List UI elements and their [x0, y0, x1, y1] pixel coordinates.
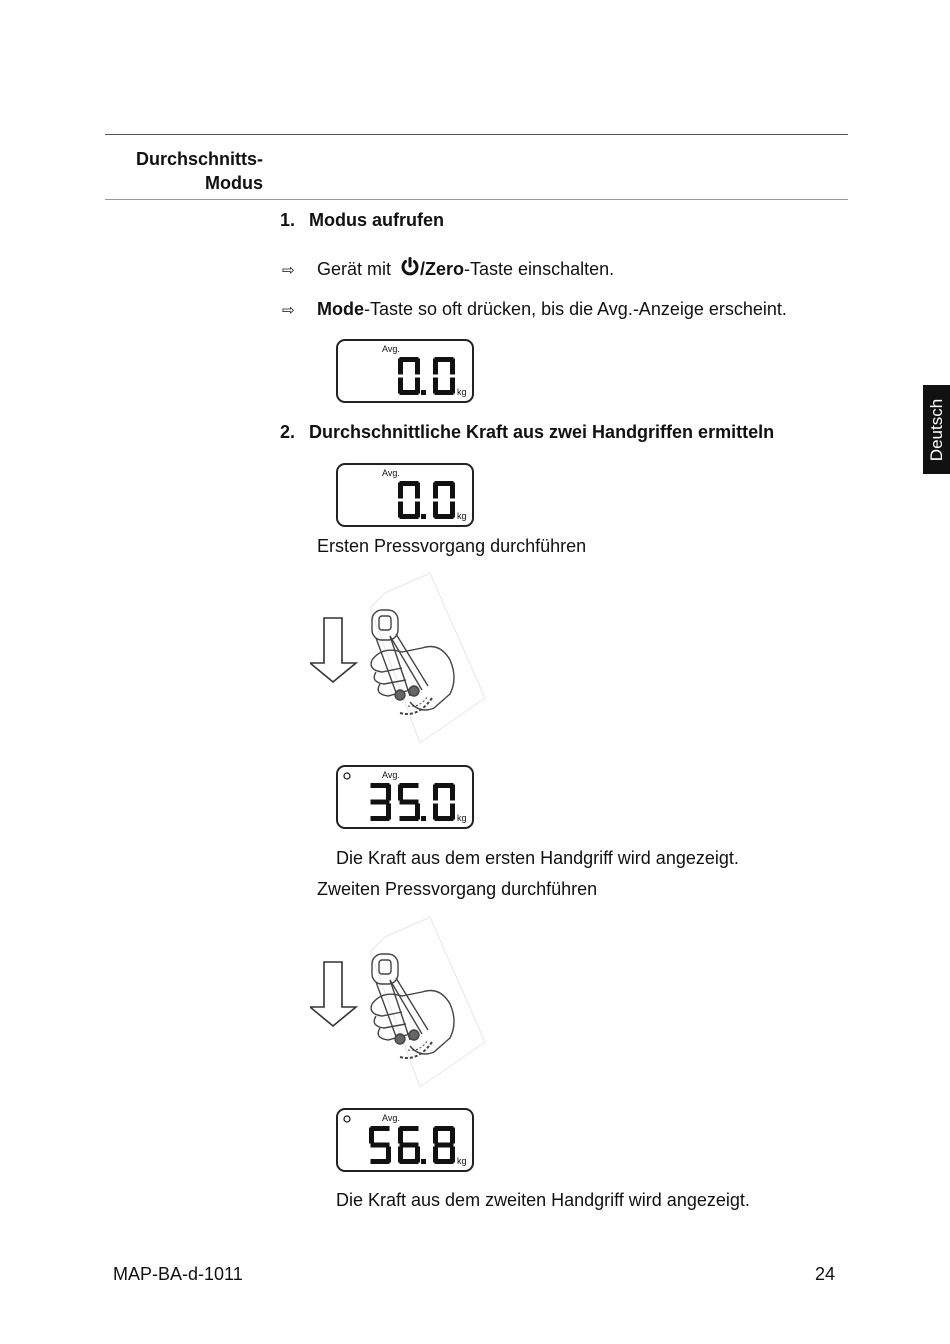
- lcd-decimal-point: [421, 390, 426, 395]
- lcd-segment: [371, 1159, 390, 1164]
- mode-key-label: Mode: [317, 299, 364, 319]
- lcd-segment: [398, 1128, 403, 1144]
- lcd-avg-label: Avg.: [382, 344, 400, 354]
- bullet-text-pre: Gerät mit: [317, 259, 397, 279]
- lcd-display: [336, 1108, 474, 1172]
- step-2-number: 2.: [280, 422, 296, 442]
- lcd-decimal-point: [421, 816, 426, 821]
- lcd-segment: [433, 483, 438, 499]
- top-rule: [105, 134, 848, 135]
- lcd-segment: [435, 1143, 454, 1148]
- first-press-instruction: Ersten Pressvorgang durchführen: [317, 536, 587, 556]
- lcd-segment: [450, 359, 455, 375]
- lcd-display: [336, 463, 474, 527]
- second-result-text: Die Kraft aus dem zweiten Handgriff wird angezeigt.: [336, 1190, 750, 1210]
- bullet-text-post: -Taste einschalten.: [464, 259, 615, 279]
- section-title: [105, 147, 263, 195]
- language-tab: [923, 385, 950, 474]
- lcd-avg-label: Avg.: [382, 1113, 400, 1123]
- lcd-segment: [398, 502, 403, 518]
- lcd-indicator-icon: [344, 1116, 350, 1122]
- lcd-svg: [338, 341, 472, 401]
- hand-grip-drawing: [310, 568, 490, 748]
- lcd-segment: [433, 359, 438, 375]
- power-icon: [400, 257, 420, 282]
- lcd-unit-label: kg: [457, 511, 467, 521]
- lcd-display: [336, 339, 474, 403]
- lcd-segment: [398, 359, 403, 375]
- lcd-decimal-point: [421, 514, 426, 519]
- arrow-right-icon: ⇨: [282, 262, 295, 279]
- lcd-segment: [371, 816, 390, 821]
- bullet-text-post: -Taste so oft drücken, bis die Avg.-Anzeige erscheint.: [364, 299, 787, 319]
- hand-grip-drawing: [310, 912, 490, 1092]
- arrow-down-icon: [310, 618, 356, 682]
- lcd-svg: [338, 767, 472, 827]
- lcd-segment: [433, 1128, 438, 1144]
- hand-grip-illustration: [310, 912, 490, 1097]
- step-1-title: Modus aufrufen: [309, 210, 444, 230]
- lcd-segment: [369, 1128, 374, 1144]
- bullet-mode-key: [282, 299, 787, 320]
- step-1-number: 1.: [280, 210, 296, 230]
- lcd-segment: [415, 359, 420, 375]
- lcd-segment: [398, 378, 403, 394]
- lcd-segment: [398, 785, 403, 801]
- step-2-title: Durchschnittliche Kraft aus zwei Handgriffen ermitteln: [309, 422, 775, 442]
- lcd-unit-label: kg: [457, 387, 467, 397]
- footer-doc-id: MAP-BA-d-1011: [113, 1264, 243, 1284]
- lcd-segment: [433, 804, 438, 820]
- arrow-right-icon: ⇨: [282, 302, 295, 319]
- lcd-unit-label: kg: [457, 1156, 467, 1166]
- lcd-segment: [400, 816, 419, 821]
- lcd-segment: [433, 1147, 438, 1163]
- hand-grip-illustration: [310, 568, 490, 753]
- step-2-heading: [280, 422, 774, 443]
- lcd-svg: [338, 1110, 472, 1170]
- language-tab-label: Deutsch: [926, 398, 946, 461]
- header-divider: [105, 199, 848, 200]
- zero-key-label: /Zero: [420, 259, 465, 279]
- arrow-down-icon: [310, 962, 356, 1026]
- lcd-avg-label: Avg.: [382, 468, 400, 478]
- lcd-segment: [415, 1147, 420, 1163]
- lcd-segment: [433, 378, 438, 394]
- section-title-line1: Durchschnitts-: [135, 149, 263, 169]
- footer-page-number: 24: [815, 1264, 836, 1284]
- lcd-indicator-icon: [344, 773, 350, 779]
- step-1-heading: [280, 210, 444, 231]
- lcd-segment: [415, 483, 420, 499]
- lcd-decimal-point: [421, 1159, 426, 1164]
- lcd-segment: [450, 1128, 455, 1144]
- bullet-power-on: [282, 257, 614, 282]
- lcd-segment: [398, 483, 403, 499]
- section-title-line2: Modus: [205, 173, 263, 193]
- lcd-unit-label: kg: [457, 813, 467, 823]
- lcd-segment: [450, 483, 455, 499]
- lcd-display: [336, 765, 474, 829]
- lcd-segment: [433, 502, 438, 518]
- lcd-segment: [433, 785, 438, 801]
- lcd-segment: [386, 785, 391, 801]
- second-press-instruction: Zweiten Pressvorgang durchführen: [317, 879, 598, 899]
- lcd-segment: [450, 785, 455, 801]
- first-result-text: Die Kraft aus dem ersten Handgriff wird angezeigt.: [336, 848, 739, 868]
- lcd-svg: [338, 465, 472, 525]
- lcd-avg-label: Avg.: [382, 770, 400, 780]
